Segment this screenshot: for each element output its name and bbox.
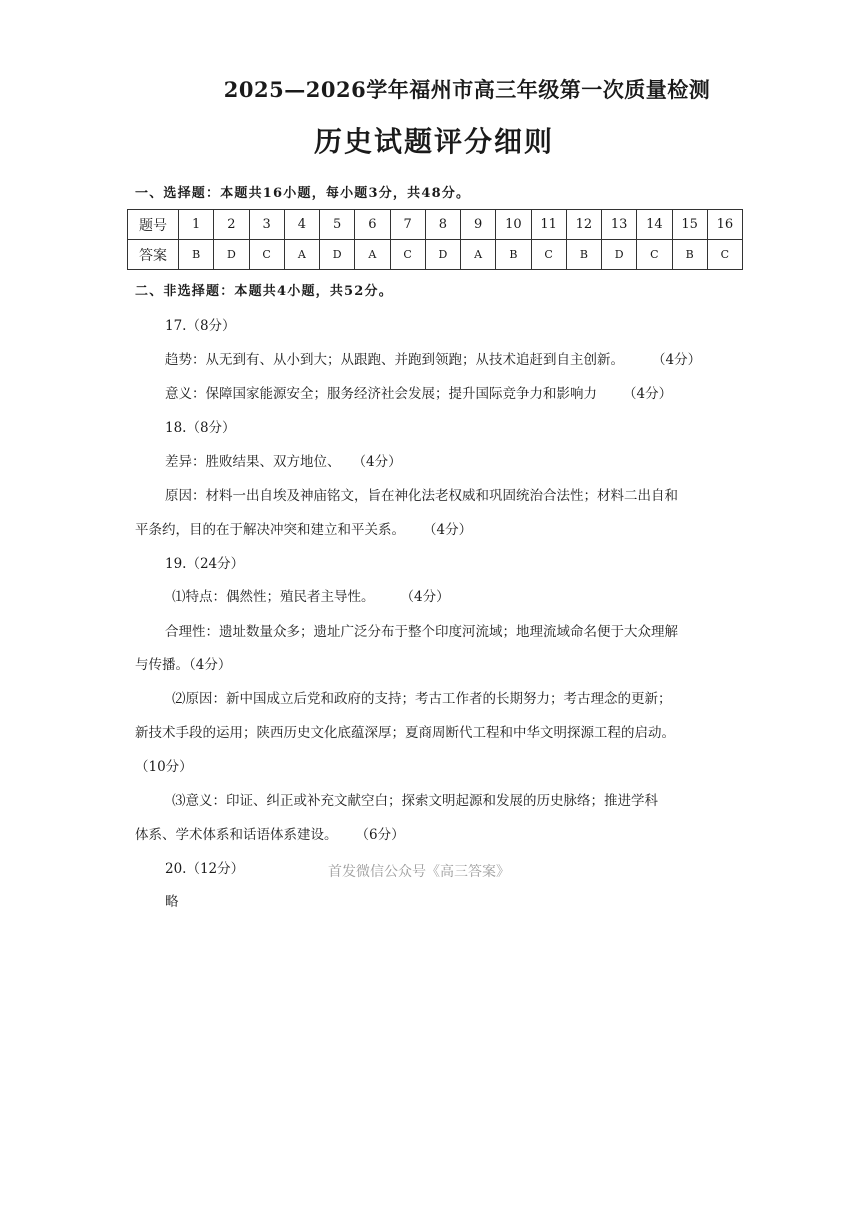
- q20-body: 略: [165, 894, 179, 910]
- document-title: 2025—2026学年福州市高三年级第一次质量检测: [223, 77, 711, 102]
- question-number: 9: [461, 210, 496, 240]
- question-number: 8: [425, 210, 460, 240]
- section-1-heading: 一、选择题：本题共16小题，每小题3分，共48分。: [135, 186, 471, 201]
- q19-title: 19.（24分）: [165, 556, 245, 572]
- q19-part2-line1: ⑵原因：新中国成立后党和政府的支持；考古工作者的长期努力；考古理念的更新；: [172, 691, 672, 707]
- q19-part3-line2: [135, 825, 405, 845]
- q18-difference-text: 差异：胜败结果、双方地位、: [165, 454, 341, 470]
- q18-difference-score: （4分）: [352, 454, 402, 470]
- q17-trend: [165, 350, 701, 370]
- q19-part1-text: ⑴特点：偶然性；殖民者主导性。: [172, 589, 375, 605]
- q17-meaning: [165, 384, 672, 404]
- q19-part1-score: （4分）: [400, 589, 450, 605]
- question-number: 4: [284, 210, 319, 240]
- question-number: 1: [179, 210, 214, 240]
- q19-part3-text: 体系、学术体系和话语体系建设。: [135, 827, 338, 843]
- question-number: 15: [672, 210, 707, 240]
- section-2-heading: 二、非选择题：本题共4小题，共52分。: [135, 284, 393, 299]
- q20-title: 20.（12分）: [165, 861, 245, 877]
- answer-cell: B: [179, 240, 214, 270]
- q19-part3-line1: ⑶意义：印证、纠正或补充文献空白；探索文明起源和发展的历史脉络；推进学科: [172, 793, 658, 809]
- q19-rationale-line1: 合理性：遗址数量众多；遗址广泛分布于整个印度河流域；地理流域命名便于大众理解: [165, 624, 678, 640]
- question-number: 10: [496, 210, 531, 240]
- q17-trend-text: 趋势：从无到有、从小到大；从跟跑、并跑到领跑；从技术追赶到自主创新。: [165, 352, 624, 368]
- q18-reason-score: （4分）: [423, 522, 473, 538]
- watermark-text: 首发微信公众号《高三答案》: [328, 864, 510, 880]
- question-number: 16: [707, 210, 742, 240]
- answer-cell: D: [214, 240, 249, 270]
- q18-difference: [165, 452, 402, 472]
- answer-cell: B: [672, 240, 707, 270]
- question-number: 2: [214, 210, 249, 240]
- question-number: 11: [531, 210, 566, 240]
- q19-part1: [172, 587, 450, 607]
- q17-meaning-text: 意义：保障国家能源安全；服务经济社会发展；提升国际竞争力和影响力: [165, 386, 597, 402]
- question-number-row: [128, 210, 743, 240]
- q17-title: 17.（8分）: [165, 318, 236, 334]
- q18-reason-line1: 原因：材料一出自埃及神庙铭文，旨在神化法老权威和巩固统治合法性；材料二出自和: [165, 488, 678, 504]
- q17-meaning-score: （4分）: [623, 386, 673, 402]
- question-number: 14: [637, 210, 672, 240]
- q19-rationale-line2: 与传播。（4分）: [135, 657, 232, 673]
- answer-cell: C: [707, 240, 742, 270]
- question-number: 7: [390, 210, 425, 240]
- question-number: 13: [602, 210, 637, 240]
- q18-reason-line2: [135, 520, 472, 540]
- answer-cell: D: [602, 240, 637, 270]
- row-label-question: 题号: [128, 210, 179, 240]
- row-label-answer: 答案: [128, 240, 179, 270]
- q18-title: 18.（8分）: [165, 420, 236, 436]
- q19-part2-score: （10分）: [135, 759, 193, 775]
- question-number: 6: [355, 210, 390, 240]
- answer-cell: C: [637, 240, 672, 270]
- answer-cell: A: [461, 240, 496, 270]
- question-number: 5: [320, 210, 355, 240]
- answer-cell: D: [425, 240, 460, 270]
- document-subtitle: 历史试题评分细则: [313, 125, 554, 158]
- answer-cell: A: [284, 240, 319, 270]
- answer-row: [128, 240, 743, 270]
- answer-cell: C: [390, 240, 425, 270]
- answer-cell: B: [566, 240, 601, 270]
- answer-cell: B: [496, 240, 531, 270]
- question-number: 3: [249, 210, 284, 240]
- answer-cell: D: [320, 240, 355, 270]
- answer-key-table: [127, 209, 743, 270]
- answer-cell: A: [355, 240, 390, 270]
- q18-reason-text: 平条约，目的在于解决冲突和建立和平关系。: [135, 522, 405, 538]
- answer-cell: C: [531, 240, 566, 270]
- q19-part2-line2: 新技术手段的运用；陕西历史文化底蕴深厚；夏商周断代工程和中华文明探源工程的启动。: [135, 725, 675, 741]
- q19-part3-score: （6分）: [355, 827, 405, 843]
- q17-trend-score: （4分）: [652, 352, 702, 368]
- answer-cell: C: [249, 240, 284, 270]
- question-number: 12: [566, 210, 601, 240]
